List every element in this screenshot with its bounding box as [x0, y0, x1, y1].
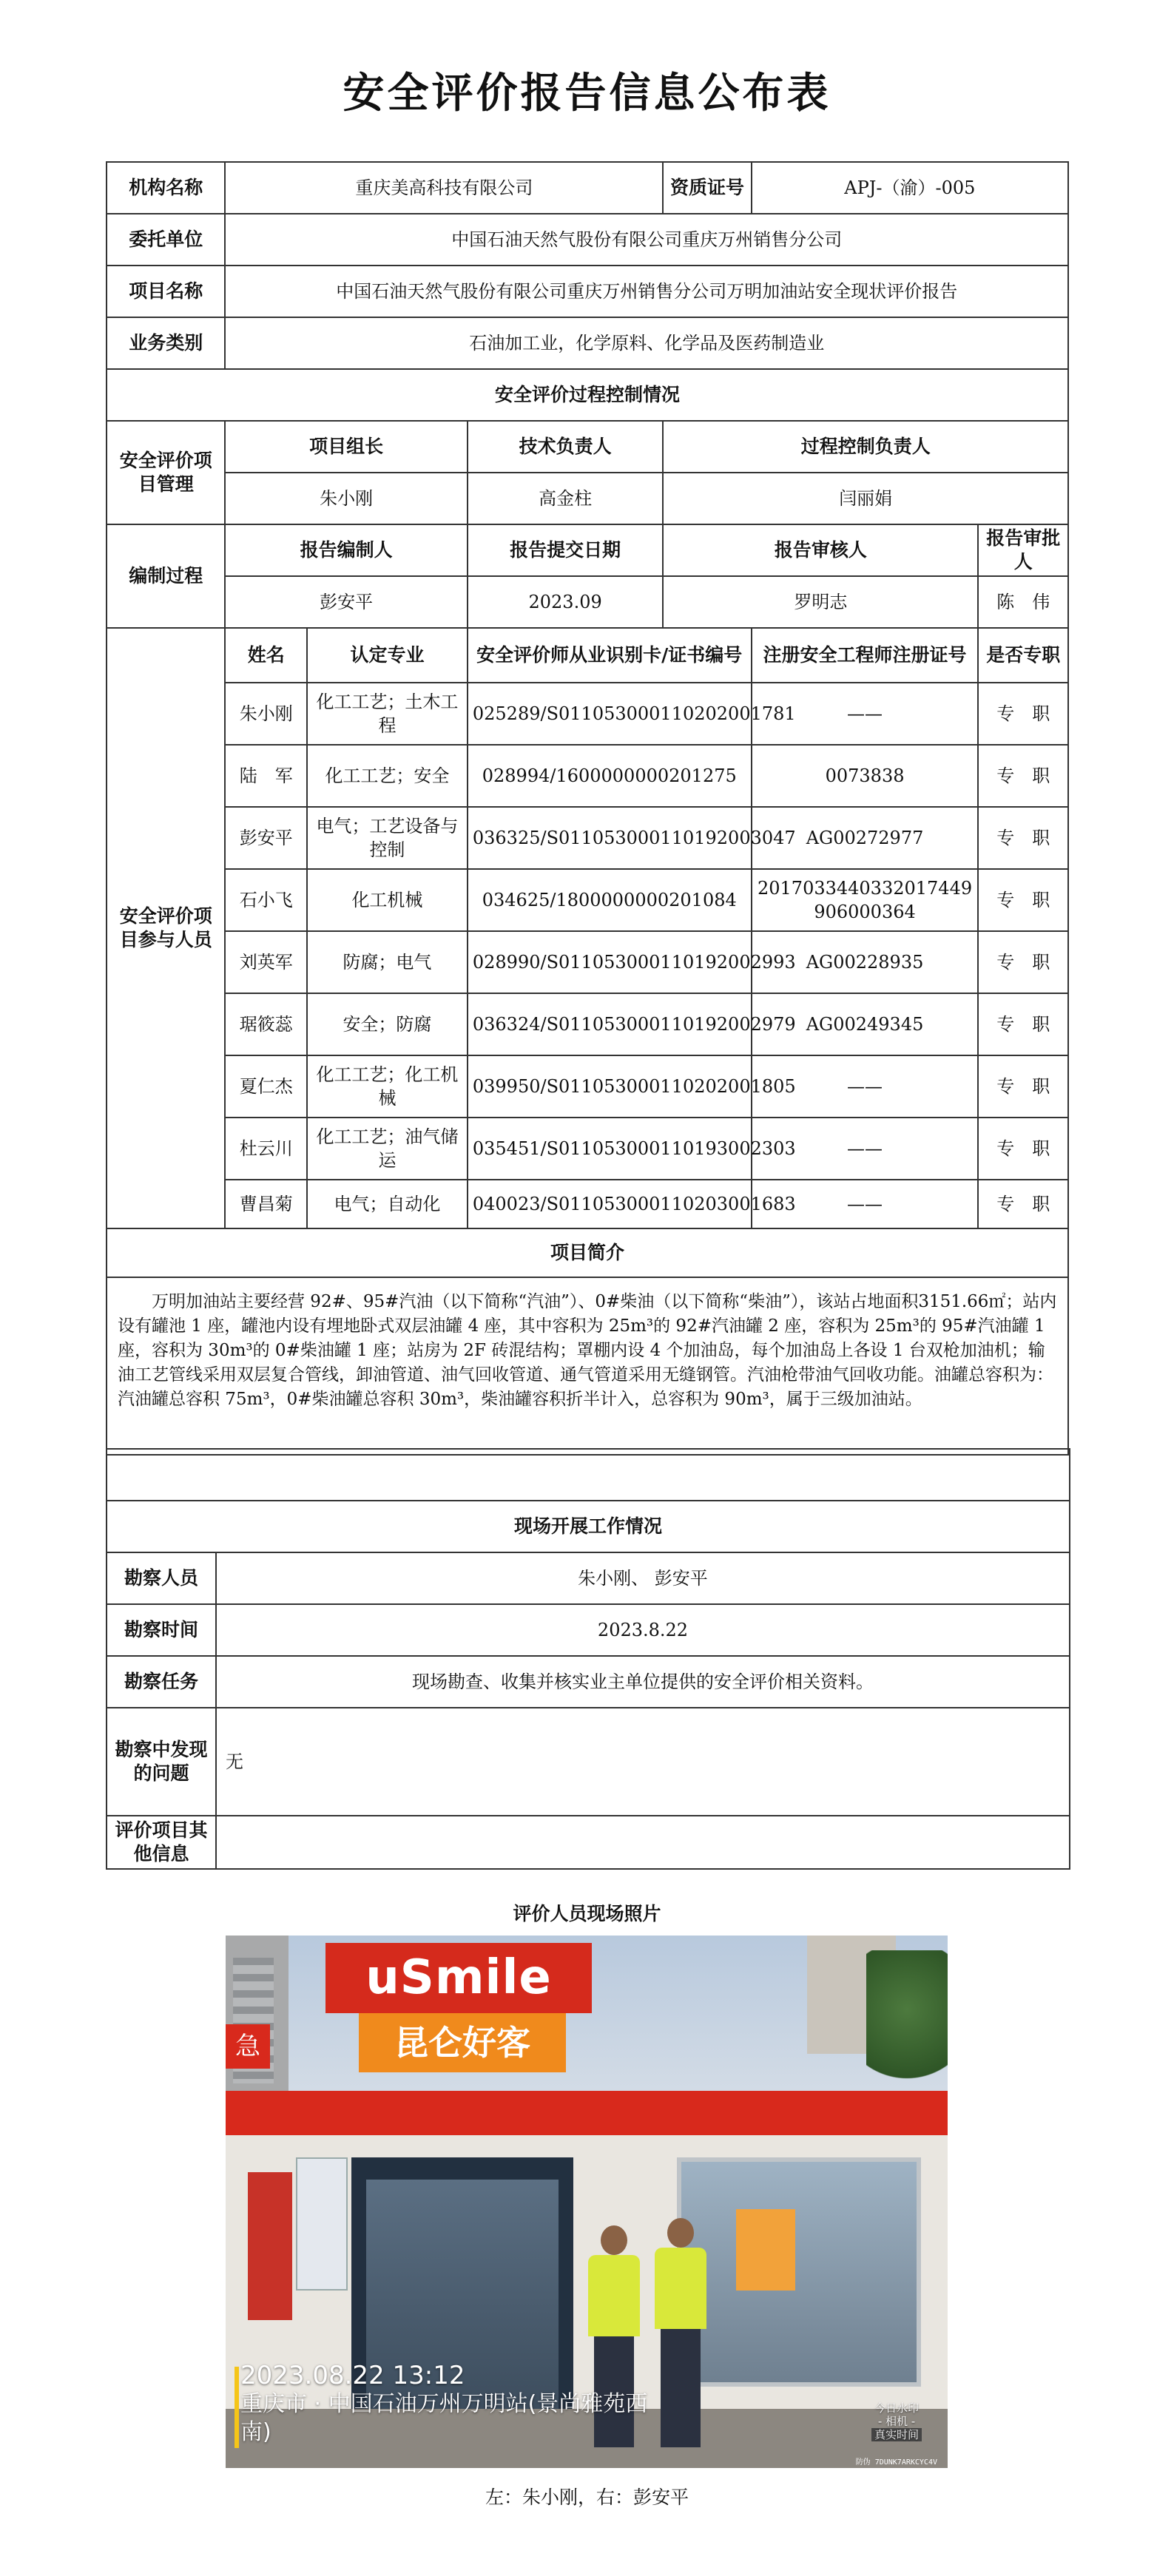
issues-value: 无 — [216, 1708, 1070, 1816]
staff-reg: —— — [752, 1055, 979, 1118]
photo-sign-sub: 昆仑好客 — [394, 2023, 530, 2063]
staff-row — [107, 993, 1068, 1055]
page-title: 安全评价报告信息公布表 — [343, 70, 831, 118]
client-value: 中国石油天然气股份有限公司重庆万州销售分公司 — [225, 214, 1068, 266]
tech-value: 高金柱 — [468, 473, 664, 524]
staff-cert: 028990/S011053000110192002993 — [468, 931, 752, 993]
staff-cert: 034625/1800000000201084 — [468, 869, 752, 931]
staff-fulltime: 专 职 — [978, 993, 1068, 1055]
photo-stamp — [240, 2361, 655, 2447]
staff-cert: 035451/S011053000110193002303 — [468, 1118, 752, 1180]
inspectors-value: 朱小刚、 彭安平 — [216, 1552, 1070, 1604]
staff-cert: 039950/S011053000110202001805 — [468, 1055, 752, 1118]
project-value: 中国石油天然气股份有限公司重庆万州销售分公司万明加油站安全现状评价报告 — [225, 266, 1068, 317]
issues-label: 勘察中发现的问题 — [107, 1708, 216, 1816]
staff-reg: —— — [752, 1180, 979, 1228]
staff-name: 杜云川 — [225, 1118, 307, 1180]
staff-header-fulltime: 是否专职 — [978, 628, 1068, 683]
reviewer-value: 罗明志 — [663, 576, 978, 628]
person-left-vest — [588, 2255, 640, 2336]
staff-major: 电气；工艺设备与控制 — [307, 807, 468, 869]
compiler-label: 报告编制人 — [225, 524, 467, 576]
staff-major: 安全；防腐 — [307, 993, 468, 1055]
staff-header-major: 认定专业 — [307, 628, 468, 683]
staff-major: 防腐；电气 — [307, 931, 468, 993]
staff-name: 夏仁杰 — [225, 1055, 307, 1118]
site-photo — [226, 1936, 948, 2468]
cert-label: 资质证号 — [663, 162, 751, 214]
staff-row — [107, 1180, 1068, 1228]
photo-red-panel — [248, 2172, 292, 2320]
photo-subcaption: 左：朱小刚，右：彭安平 — [485, 2487, 689, 2508]
project-label: 项目名称 — [107, 266, 225, 317]
staff-name: 曹昌菊 — [225, 1180, 307, 1228]
person-right-vest — [655, 2248, 706, 2329]
staff-fulltime: 专 职 — [978, 807, 1068, 869]
person-left-head — [601, 2225, 627, 2255]
control-value: 闫丽娟 — [663, 473, 1068, 524]
photo-watermark — [856, 2401, 937, 2441]
person-right-head — [667, 2218, 694, 2248]
inspectors-label: 勘察人员 — [107, 1552, 216, 1604]
approver-value: 陈 伟 — [978, 576, 1068, 628]
staff-cert: 028994/1600000000201275 — [468, 745, 752, 807]
org-label: 机构名称 — [107, 162, 225, 214]
staff-fulltime: 专 职 — [978, 683, 1068, 745]
staff-reg: AG00228935 — [752, 931, 979, 993]
photo-stamp-location: 重庆市 · 中国石油万州万明站(景尚雅苑西南) — [240, 2391, 648, 2445]
info-table — [106, 161, 1069, 1456]
staff-major: 化工机械 — [307, 869, 468, 931]
staff-row — [107, 807, 1068, 869]
staff-reg: 0073838 — [752, 745, 979, 807]
date-label: 报告提交日期 — [468, 524, 664, 576]
watermark-line-3: 真实时间 — [871, 2428, 922, 2441]
staff-reg: AG00249345 — [752, 993, 979, 1055]
compiler-value: 彭安平 — [225, 576, 467, 628]
date-value: 2023.09 — [468, 576, 664, 628]
client-label: 委托单位 — [107, 214, 225, 266]
watermark-line-2: - 相机 - — [877, 2415, 916, 2428]
staff-name: 刘英军 — [225, 931, 307, 993]
staff-name: 石小飞 — [225, 869, 307, 931]
watermark-line-1: 今日水印 — [874, 2401, 919, 2415]
staff-header-reg: 注册安全工程师注册证号 — [752, 628, 979, 683]
staff-major: 化工工艺；油气储运 — [307, 1118, 468, 1180]
other-value — [216, 1816, 1070, 1869]
intro-text: 万明加油站主要经营 92#、95#汽油（以下简称“汽油”）、0#柴油（以下简称“柴油”），该站占地面积3151.66㎡；站内设有罐池 1 座，罐池内设有埋地卧式双层油罐 4 座，其中容积为 25m³的 92#汽油罐 2 座，容积为 25m³的 95#汽油罐 1 座，容积为 30m³的 0#柴油罐 1 座；站房为 2F 砖混结构；罩棚内设 4 个加油岛，每个加油岛上各设 1 台双枪加油机；输油工艺管线采用双层复合管线，卸油管道、油气回收管道、通气管道采用无缝钢管。汽油枪带油气回收功能。油罐总容积为：汽油罐总容积 75m³，0#柴油罐总容积 30m³，柴油罐容积折半计入，总容积为 90m³，属于三级加油站。 — [107, 1277, 1068, 1455]
org-value: 重庆美高科技有限公司 — [225, 162, 663, 214]
site-heading: 现场开展工作情况 — [107, 1501, 1070, 1552]
photo-side-sign: 急 — [226, 2024, 270, 2069]
staff-fulltime: 专 职 — [978, 1055, 1068, 1118]
photo-stamp-datetime: 2023.08.22 13:12 — [240, 2361, 465, 2390]
blank-row — [107, 1449, 1070, 1501]
staff-reg: —— — [752, 683, 979, 745]
staff-fulltime: 专 职 — [978, 869, 1068, 931]
time-label: 勘察时间 — [107, 1604, 216, 1656]
staff-cert: 036324/S011053000110192002979 — [468, 993, 752, 1055]
staff-reg: 2017033440332017449906000364 — [752, 869, 979, 931]
staff-major: 化工工艺；安全 — [307, 745, 468, 807]
staff-fulltime: 专 职 — [978, 745, 1068, 807]
cert-value: APJ-（渝）-005 — [752, 162, 1068, 214]
staff-row — [107, 745, 1068, 807]
approver-label: 报告审批人 — [978, 524, 1068, 576]
photo-poster — [736, 2209, 795, 2291]
reviewer-label: 报告审核人 — [663, 524, 978, 576]
staff-reg: —— — [752, 1118, 979, 1180]
staff-fulltime: 专 职 — [978, 931, 1068, 993]
compile-label: 编制过程 — [107, 524, 225, 628]
staff-row — [107, 1118, 1068, 1180]
business-value: 石油加工业，化学原料、化学品及医药制造业 — [225, 317, 1068, 369]
photo-canopy — [226, 2091, 948, 2135]
photo-window — [677, 2157, 921, 2387]
tech-label: 技术负责人 — [468, 421, 664, 473]
site-table — [106, 1448, 1070, 1870]
task-label: 勘察任务 — [107, 1656, 216, 1708]
photo-watermark-code: 防伪 7DUNK7ARKCYC4V — [855, 2458, 937, 2467]
control-label: 过程控制负责人 — [663, 421, 1068, 473]
staff-header-cert: 安全评价师从业识别卡/证书编号 — [468, 628, 752, 683]
photo-sign-brand: uSmile — [365, 1950, 552, 2005]
staff-row — [107, 931, 1068, 993]
staff-cert: 036325/S011053000110192003047 — [468, 807, 752, 869]
photo-notice-board — [296, 2157, 348, 2291]
photo-stamp-bar — [235, 2367, 239, 2448]
staff-row — [107, 1055, 1068, 1118]
person-right-legs — [661, 2329, 701, 2447]
intro-heading: 项目简介 — [107, 1228, 1068, 1277]
staff-cert: 040023/S011053000110203001683 — [468, 1180, 752, 1228]
staff-name: 朱小刚 — [225, 683, 307, 745]
business-label: 业务类别 — [107, 317, 225, 369]
process-heading: 安全评价过程控制情况 — [107, 369, 1068, 421]
photo-tree — [866, 1950, 948, 2098]
staff-row — [107, 683, 1068, 745]
photo-caption: 评价人员现场照片 — [513, 1903, 661, 1924]
other-label: 评价项目其他信息 — [107, 1816, 216, 1869]
time-value: 2023.8.22 — [216, 1604, 1070, 1656]
staff-name: 琚筱蕊 — [225, 993, 307, 1055]
leader-value: 朱小刚 — [225, 473, 467, 524]
staff-cert: 025289/S011053000110202001781 — [468, 683, 752, 745]
staff-name: 彭安平 — [225, 807, 307, 869]
task-value: 现场勘查、收集并核实业主单位提供的安全评价相关资料。 — [216, 1656, 1070, 1708]
staff-fulltime: 专 职 — [978, 1118, 1068, 1180]
staff-row — [107, 869, 1068, 931]
staff-major: 电气；自动化 — [307, 1180, 468, 1228]
leader-label: 项目组长 — [225, 421, 467, 473]
staff-label: 安全评价项目参与人员 — [107, 628, 225, 1228]
staff-fulltime: 专 职 — [978, 1180, 1068, 1228]
staff-major: 化工工艺；化工机械 — [307, 1055, 468, 1118]
staff-reg: AG00272977 — [752, 807, 979, 869]
staff-header-name: 姓名 — [225, 628, 307, 683]
mgmt-label: 安全评价项目管理 — [107, 421, 225, 524]
staff-major: 化工工艺；土木工程 — [307, 683, 468, 745]
staff-name: 陆 军 — [225, 745, 307, 807]
